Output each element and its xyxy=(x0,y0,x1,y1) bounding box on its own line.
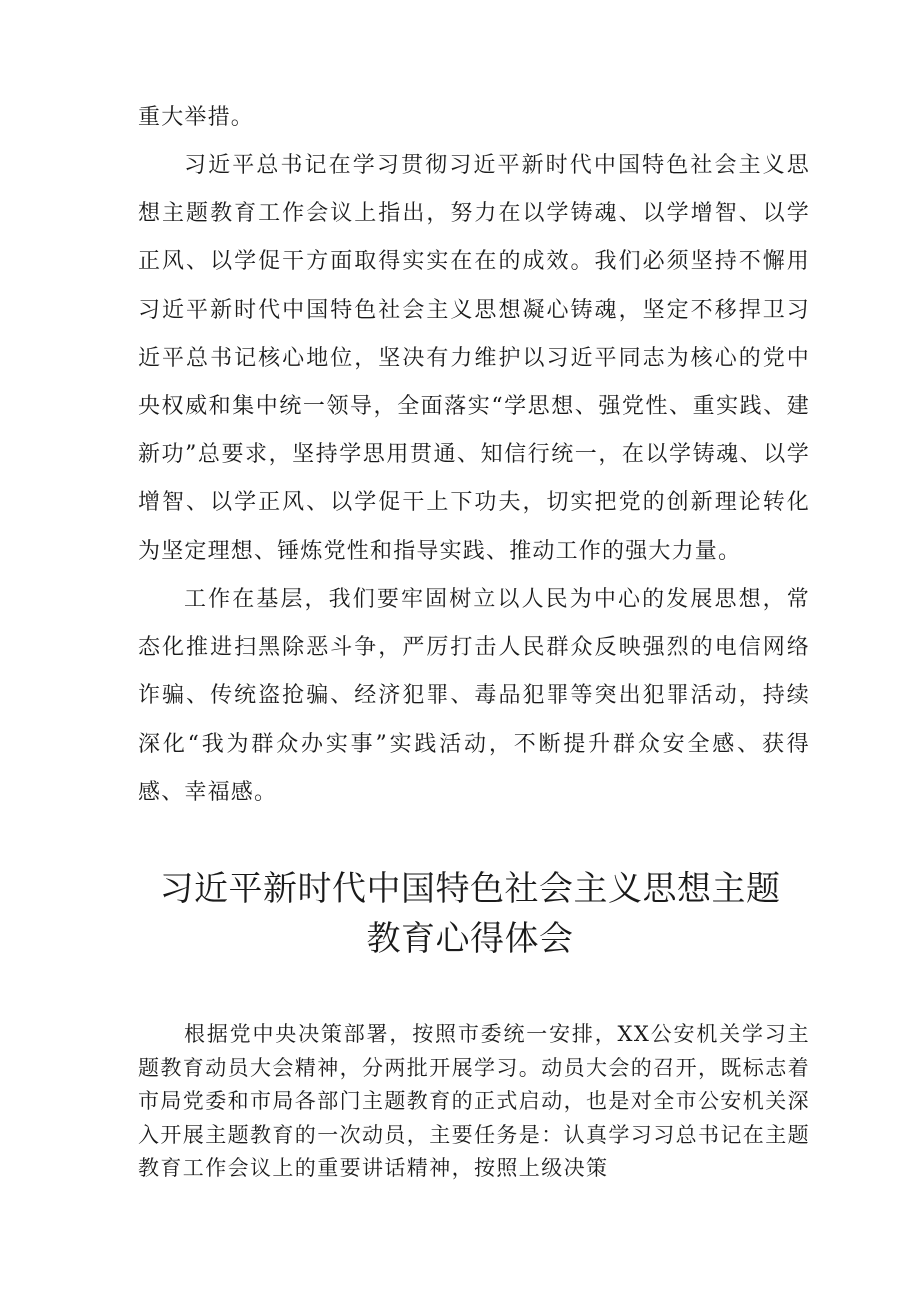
paragraph-mobilization-meeting: 根据党中央决策部署，按照市委统一安排，XX公安机关学习主题教育动员大会精神，分两批开展学习。动员大会的召开，既标志着市局党委和市局各部门主题教育的正式启动，也是对全市公安机关深入开展主题教育的一次动员，主要任务是：认真学习习总书记在主题教育工作会议上的重要讲话精神，按照上级决策 xyxy=(138,1022,810,1180)
paragraph-study-requirements: 习近平总书记在学习贯彻习近平新时代中国特色社会主义思想主题教育工作会议上指出，努力在以学铸魂、以学增智、以学正风、以学促干方面取得实实在在的成效。我们必须坚持不懈用习近平新时代中国特色社会主义思想凝心铸魂，坚定不移捍卫习近平总书记核心地位，坚决有力维护以习近平同志为核心的党中央权威和集中统一领导，全面落实“学思想、强党性、重实践、建新功”总要求，坚持学思用贯通、知信行统一，在以学铸魂、以学增智、以学正风、以学促干上下功夫，切实把党的创新理论转化为坚定理想、锤炼党性和指导实践、推动工作的强大力量。 xyxy=(138,153,810,564)
section-title-line-1: 习近平新时代中国特色社会主义思想主题 xyxy=(159,869,781,909)
intro-fragment: 重大举措。 xyxy=(138,105,255,130)
section-title-line-2: 教育心得体会 xyxy=(366,919,574,959)
paragraph-grassroots-work: 工作在基层，我们要牢固树立以人民为中心的发展思想，常态化推进扫黑除恶斗争，严厉打击人民群众反映强烈的电信网络诈骗、传统盗抢骗、经济犯罪、毒品犯罪等突出犯罪活动，持续深化“我为群众办实事”实践活动，不断提升群众安全感、获得感、幸福感。 xyxy=(138,587,810,805)
